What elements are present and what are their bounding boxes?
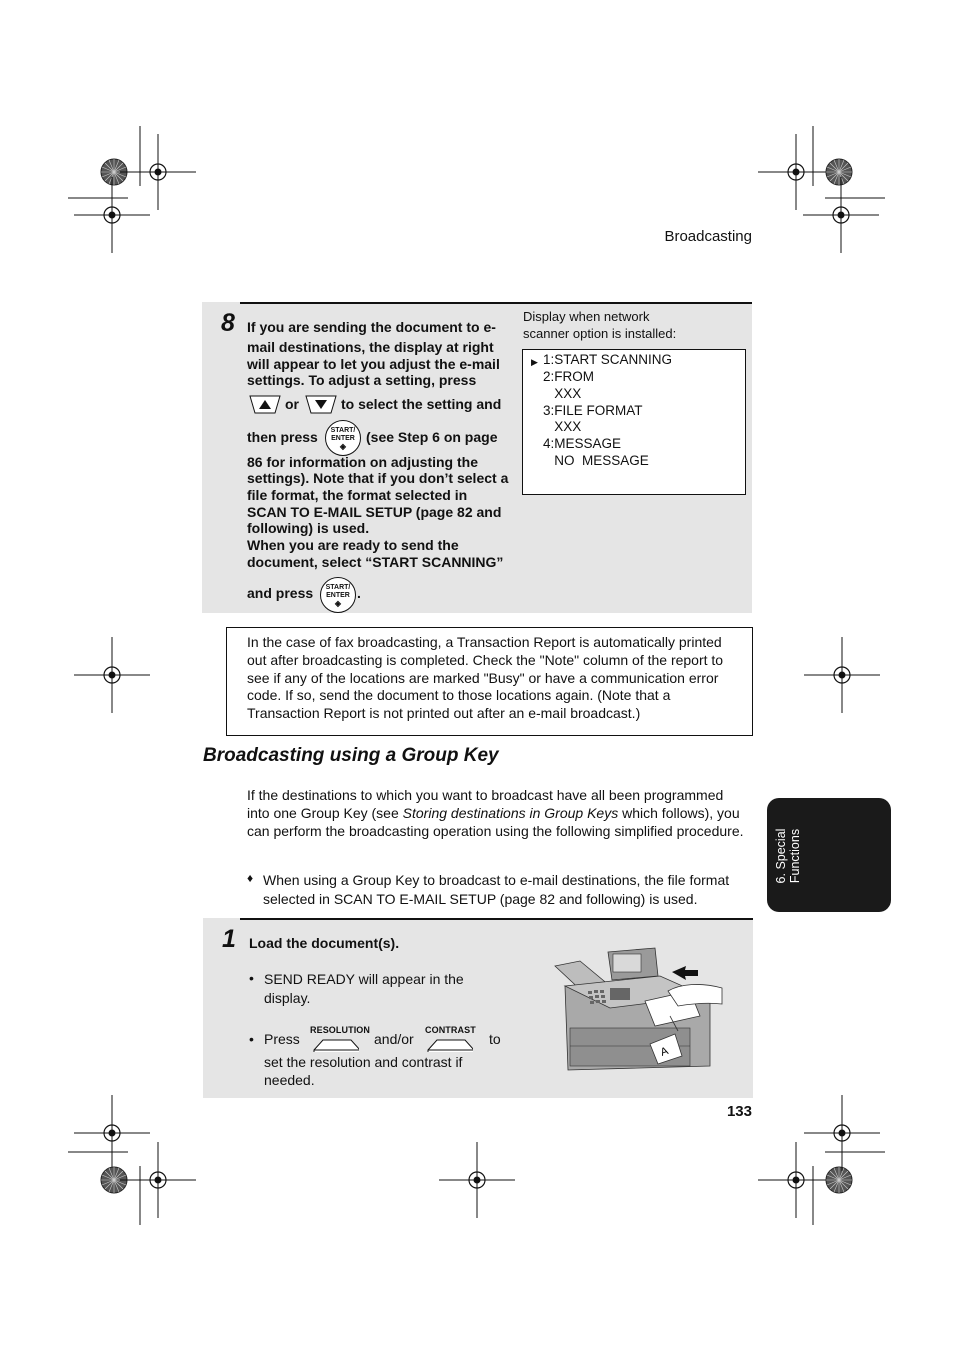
bullet-paragraph: When using a Group Key to broadcast to e-mail destinations, the file format selected in SCAN TO E-MAIL SETUP (page 82 and following) is used. bbox=[263, 872, 730, 907]
or-word: or bbox=[285, 396, 299, 412]
to-word: to bbox=[489, 1031, 501, 1047]
diamond-bullet-icon: ♦ bbox=[247, 871, 254, 885]
intro-text: If the destinations to which you want to broadcast have all been programmed into one Group Key (see bbox=[247, 787, 724, 822]
step-8-line: settings). Note that if you don’t select a bbox=[247, 470, 509, 486]
step-8-line: document, select “START SCANNING” bbox=[247, 554, 504, 570]
resolution-key-icon bbox=[313, 1038, 359, 1052]
up-arrow-key-icon bbox=[249, 395, 281, 414]
display-line: 1:START SCANNING bbox=[543, 352, 673, 367]
step-1-bullet-rest: set the resolution and contrast if needed. bbox=[264, 1054, 463, 1088]
doc-letter: A bbox=[658, 1045, 670, 1059]
running-header: Broadcasting bbox=[664, 228, 752, 245]
step-8-line: mail destinations, the display at right bbox=[247, 339, 494, 355]
display-caption bbox=[523, 308, 676, 342]
intro-italic: Storing destinations in Group Keys bbox=[402, 805, 619, 822]
step-8-line: SCAN TO E-MAIL SETUP (page 82 and bbox=[247, 504, 502, 520]
step-8-line: to select the setting and bbox=[341, 396, 502, 412]
section-heading: Broadcasting using a Group Key bbox=[203, 745, 499, 766]
down-arrow-key-icon bbox=[305, 395, 337, 414]
start-key-label: START/ bbox=[330, 427, 356, 434]
step-number: 1 bbox=[222, 925, 236, 953]
press-word: Press bbox=[264, 1031, 300, 1047]
step-8-line: settings. To adjust a setting, press bbox=[247, 372, 477, 388]
display-line: NO MESSAGE bbox=[543, 453, 649, 468]
step-8-line: file format, the format selected in bbox=[247, 487, 468, 503]
step-1-rule bbox=[240, 918, 753, 920]
display-caption-line: Display when network bbox=[523, 309, 650, 324]
step-1-title: Load the document(s). bbox=[249, 935, 400, 951]
start-key-symbol: ◈ bbox=[339, 442, 347, 451]
step-8-line: If you are sending the document to e- bbox=[247, 319, 496, 335]
step-8-line: then press bbox=[247, 429, 318, 445]
step-1-bullet: SEND READY will appear in the display. bbox=[264, 971, 464, 1006]
step-8-line: following) is used. bbox=[247, 520, 370, 536]
fax-machine-illustration bbox=[550, 946, 728, 1072]
step-8-line: will appear to let you adjust the e-mail bbox=[247, 356, 500, 372]
enter-key-label: ENTER bbox=[331, 435, 355, 442]
start-enter-key-icon bbox=[320, 577, 356, 613]
side-tab-line: Functions bbox=[788, 828, 802, 884]
display-line: 2:FROM bbox=[543, 369, 595, 384]
note-text: In the case of fax broadcasting, a Transaction Report is automatically printed out after broadcasting is completed. Check the "Note" column of the report to see if any of the locations are marked "Busy" or have a communication error code. If so, send the document to those locations again. (Note that a Transaction Report is not printed out after an e-mail broadcast.) bbox=[247, 634, 724, 722]
bullet-dot: • bbox=[249, 1031, 254, 1047]
intro-paragraph bbox=[247, 786, 747, 841]
display-cursor-icon: ▶ bbox=[531, 357, 538, 367]
contrast-key-icon bbox=[427, 1038, 473, 1052]
contrast-key-label: CONTRAST bbox=[425, 1025, 476, 1035]
resolution-key-label: RESOLUTION bbox=[310, 1025, 371, 1035]
step-8-line: and press bbox=[247, 585, 314, 601]
display-line: XXX bbox=[543, 386, 582, 401]
display-caption-line: scanner option is installed: bbox=[523, 326, 677, 341]
display-screen bbox=[522, 349, 746, 495]
bullet-dot: • bbox=[249, 970, 254, 986]
display-line: 3:FILE FORMAT bbox=[543, 403, 643, 418]
start-enter-key-icon bbox=[325, 420, 361, 456]
step-8-rule bbox=[240, 302, 752, 304]
side-tab-line: 6. Special bbox=[774, 828, 788, 884]
chapter-side-tab-label bbox=[744, 828, 832, 884]
period: . bbox=[357, 585, 361, 601]
step-number: 8 bbox=[221, 309, 235, 337]
enter-key-label: ENTER bbox=[326, 592, 350, 599]
step-8-line: 86 for information on adjusting the bbox=[247, 454, 478, 470]
display-line: 4:MESSAGE bbox=[543, 436, 622, 451]
start-key-label: START/ bbox=[325, 584, 351, 591]
display-line: XXX bbox=[543, 419, 582, 434]
step-8-line: When you are ready to send the bbox=[247, 537, 459, 553]
page-number: 133 bbox=[726, 1103, 752, 1120]
step-8-line: (see Step 6 on page bbox=[366, 429, 498, 445]
and-or-word: and/or bbox=[374, 1031, 414, 1047]
start-key-symbol: ◈ bbox=[334, 599, 342, 608]
intro-text: which follows), you can perform the broadcasting operation using the following simplified procedure. bbox=[247, 805, 744, 840]
